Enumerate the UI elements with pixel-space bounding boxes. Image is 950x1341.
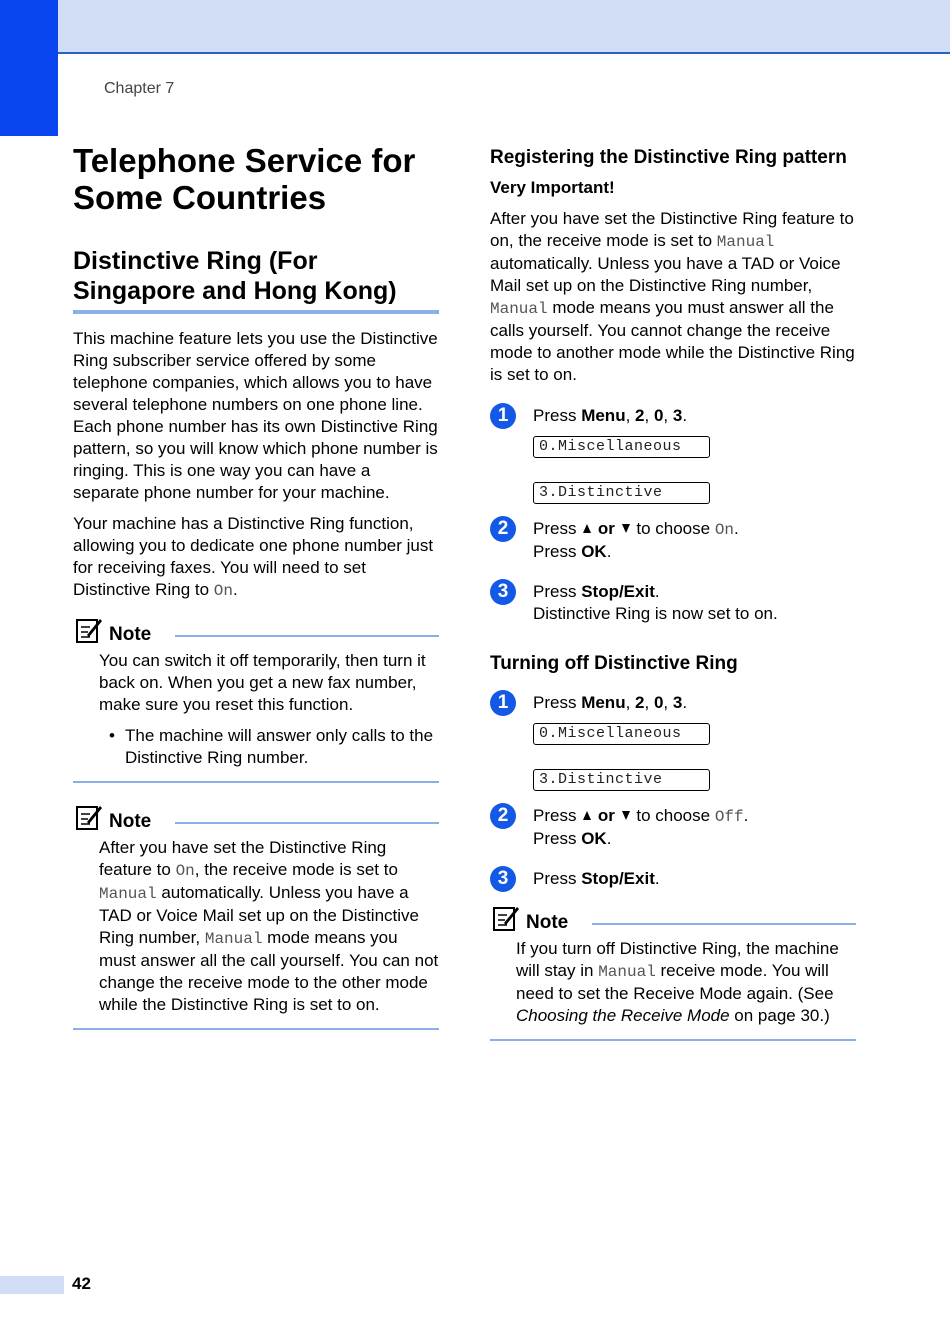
page-title: Telephone Service for Some Countries bbox=[73, 142, 416, 216]
note-box bbox=[73, 803, 439, 1030]
page-number-band bbox=[0, 1276, 64, 1294]
header-band bbox=[0, 0, 950, 54]
step-number-badge: 3 bbox=[490, 579, 516, 605]
page-number: 42 bbox=[72, 1274, 91, 1293]
note-title: Note bbox=[109, 624, 152, 645]
chapter-tab bbox=[0, 0, 58, 136]
step-3: 3 Press Stop/Exit. Distinctive Ring is now set to on. bbox=[490, 581, 856, 625]
function-paragraph: Your machine has a Distinctive Ring function, allowing you to dedicate one phone number just for receiving faxes. You will need to set Distinctive Ring to On. bbox=[73, 514, 434, 600]
step-2: 2 Press or to choose Off. Press OK. bbox=[490, 805, 856, 850]
step-1: 1 Press Menu, 2, 0, 3. 0.Miscellaneous 3.Distinctive bbox=[490, 692, 856, 791]
note-title: Note bbox=[526, 912, 569, 933]
step-3: 3 Press Stop/Exit. bbox=[490, 868, 856, 890]
step-number-badge: 1 bbox=[490, 690, 516, 716]
lcd-display: 3.Distinctive bbox=[533, 482, 710, 504]
note-title: Note bbox=[109, 811, 152, 832]
lcd-display: 0.Miscellaneous bbox=[533, 723, 710, 745]
step-1: 1 Press Menu, 2, 0, 3. 0.Miscellaneous 3.Distinctive bbox=[490, 405, 856, 504]
up-arrow-icon bbox=[583, 524, 591, 533]
turning-off-heading: Turning off Distinctive Ring bbox=[490, 653, 738, 674]
chapter-label: Chapter 7 bbox=[104, 80, 175, 97]
lcd-display: 0.Miscellaneous bbox=[533, 436, 710, 458]
note-pencil-icon bbox=[75, 803, 103, 831]
note-box bbox=[73, 616, 439, 783]
step-2: 2 Press or to choose On. Press OK. bbox=[490, 518, 856, 563]
note-box bbox=[490, 904, 856, 1041]
intro-paragraph: This machine feature lets you use the Distinctive Ring subscriber service offered by some telephone companies, which allows you to have several telephone numbers on one phone line. Each phone number has its own Distinctive Ring pattern, so you will know which phone number is ringing. This is one way you can have a separate phone number for your machine. bbox=[73, 329, 438, 502]
step-number-badge: 2 bbox=[490, 516, 516, 542]
section-title: Distinctive Ring (For Singapore and Hong Kong) bbox=[73, 246, 439, 314]
note-text: You can switch it off temporarily, then turn it back on. When you get a new fax number, make sure you reset this function. bbox=[99, 651, 426, 714]
important-paragraph: After you have set the Distinctive Ring feature to on, the receive mode is set to Manual automatically. Unless you have a TAD or Voice Mail set up on the Distinctive Ring number, Manual mode means you must answer all the calls yourself. You cannot change the receive mode to another mode while the Distinctive Ring is set to on. bbox=[490, 209, 855, 384]
note-pencil-icon bbox=[492, 904, 520, 932]
lcd-display: 3.Distinctive bbox=[533, 769, 710, 791]
left-column bbox=[73, 142, 439, 1030]
registering-heading: Registering the Distinctive Ring pattern bbox=[490, 147, 847, 168]
very-important-heading: Very Important! bbox=[490, 178, 615, 197]
right-column bbox=[490, 146, 856, 1041]
down-arrow-icon bbox=[622, 811, 630, 820]
down-arrow-icon bbox=[622, 524, 630, 533]
step-number-badge: 2 bbox=[490, 803, 516, 829]
note-text: If you turn off Distinctive Ring, the machine will stay in Manual receive mode. You will need to set the Receive Mode again. (See Choosing the Receive Mode on page 30.) bbox=[516, 939, 839, 1025]
note-text: After you have set the Distinctive Ring feature to On, the receive mode is set to Manual automatically. Unless you have a TAD or Voice Mail set up on the Distinctive Ring number, Manual mode means you must answer all the call yourself. You can not change the receive mode to the other mode while the Distinctive Ring is set to on. bbox=[99, 838, 439, 1014]
step-number-badge: 3 bbox=[490, 866, 516, 892]
note-bullet: • The machine will answer only calls to the Distinctive Ring number. bbox=[109, 726, 434, 767]
up-arrow-icon bbox=[583, 811, 591, 820]
note-pencil-icon bbox=[75, 616, 103, 644]
step-number-badge: 1 bbox=[490, 403, 516, 429]
